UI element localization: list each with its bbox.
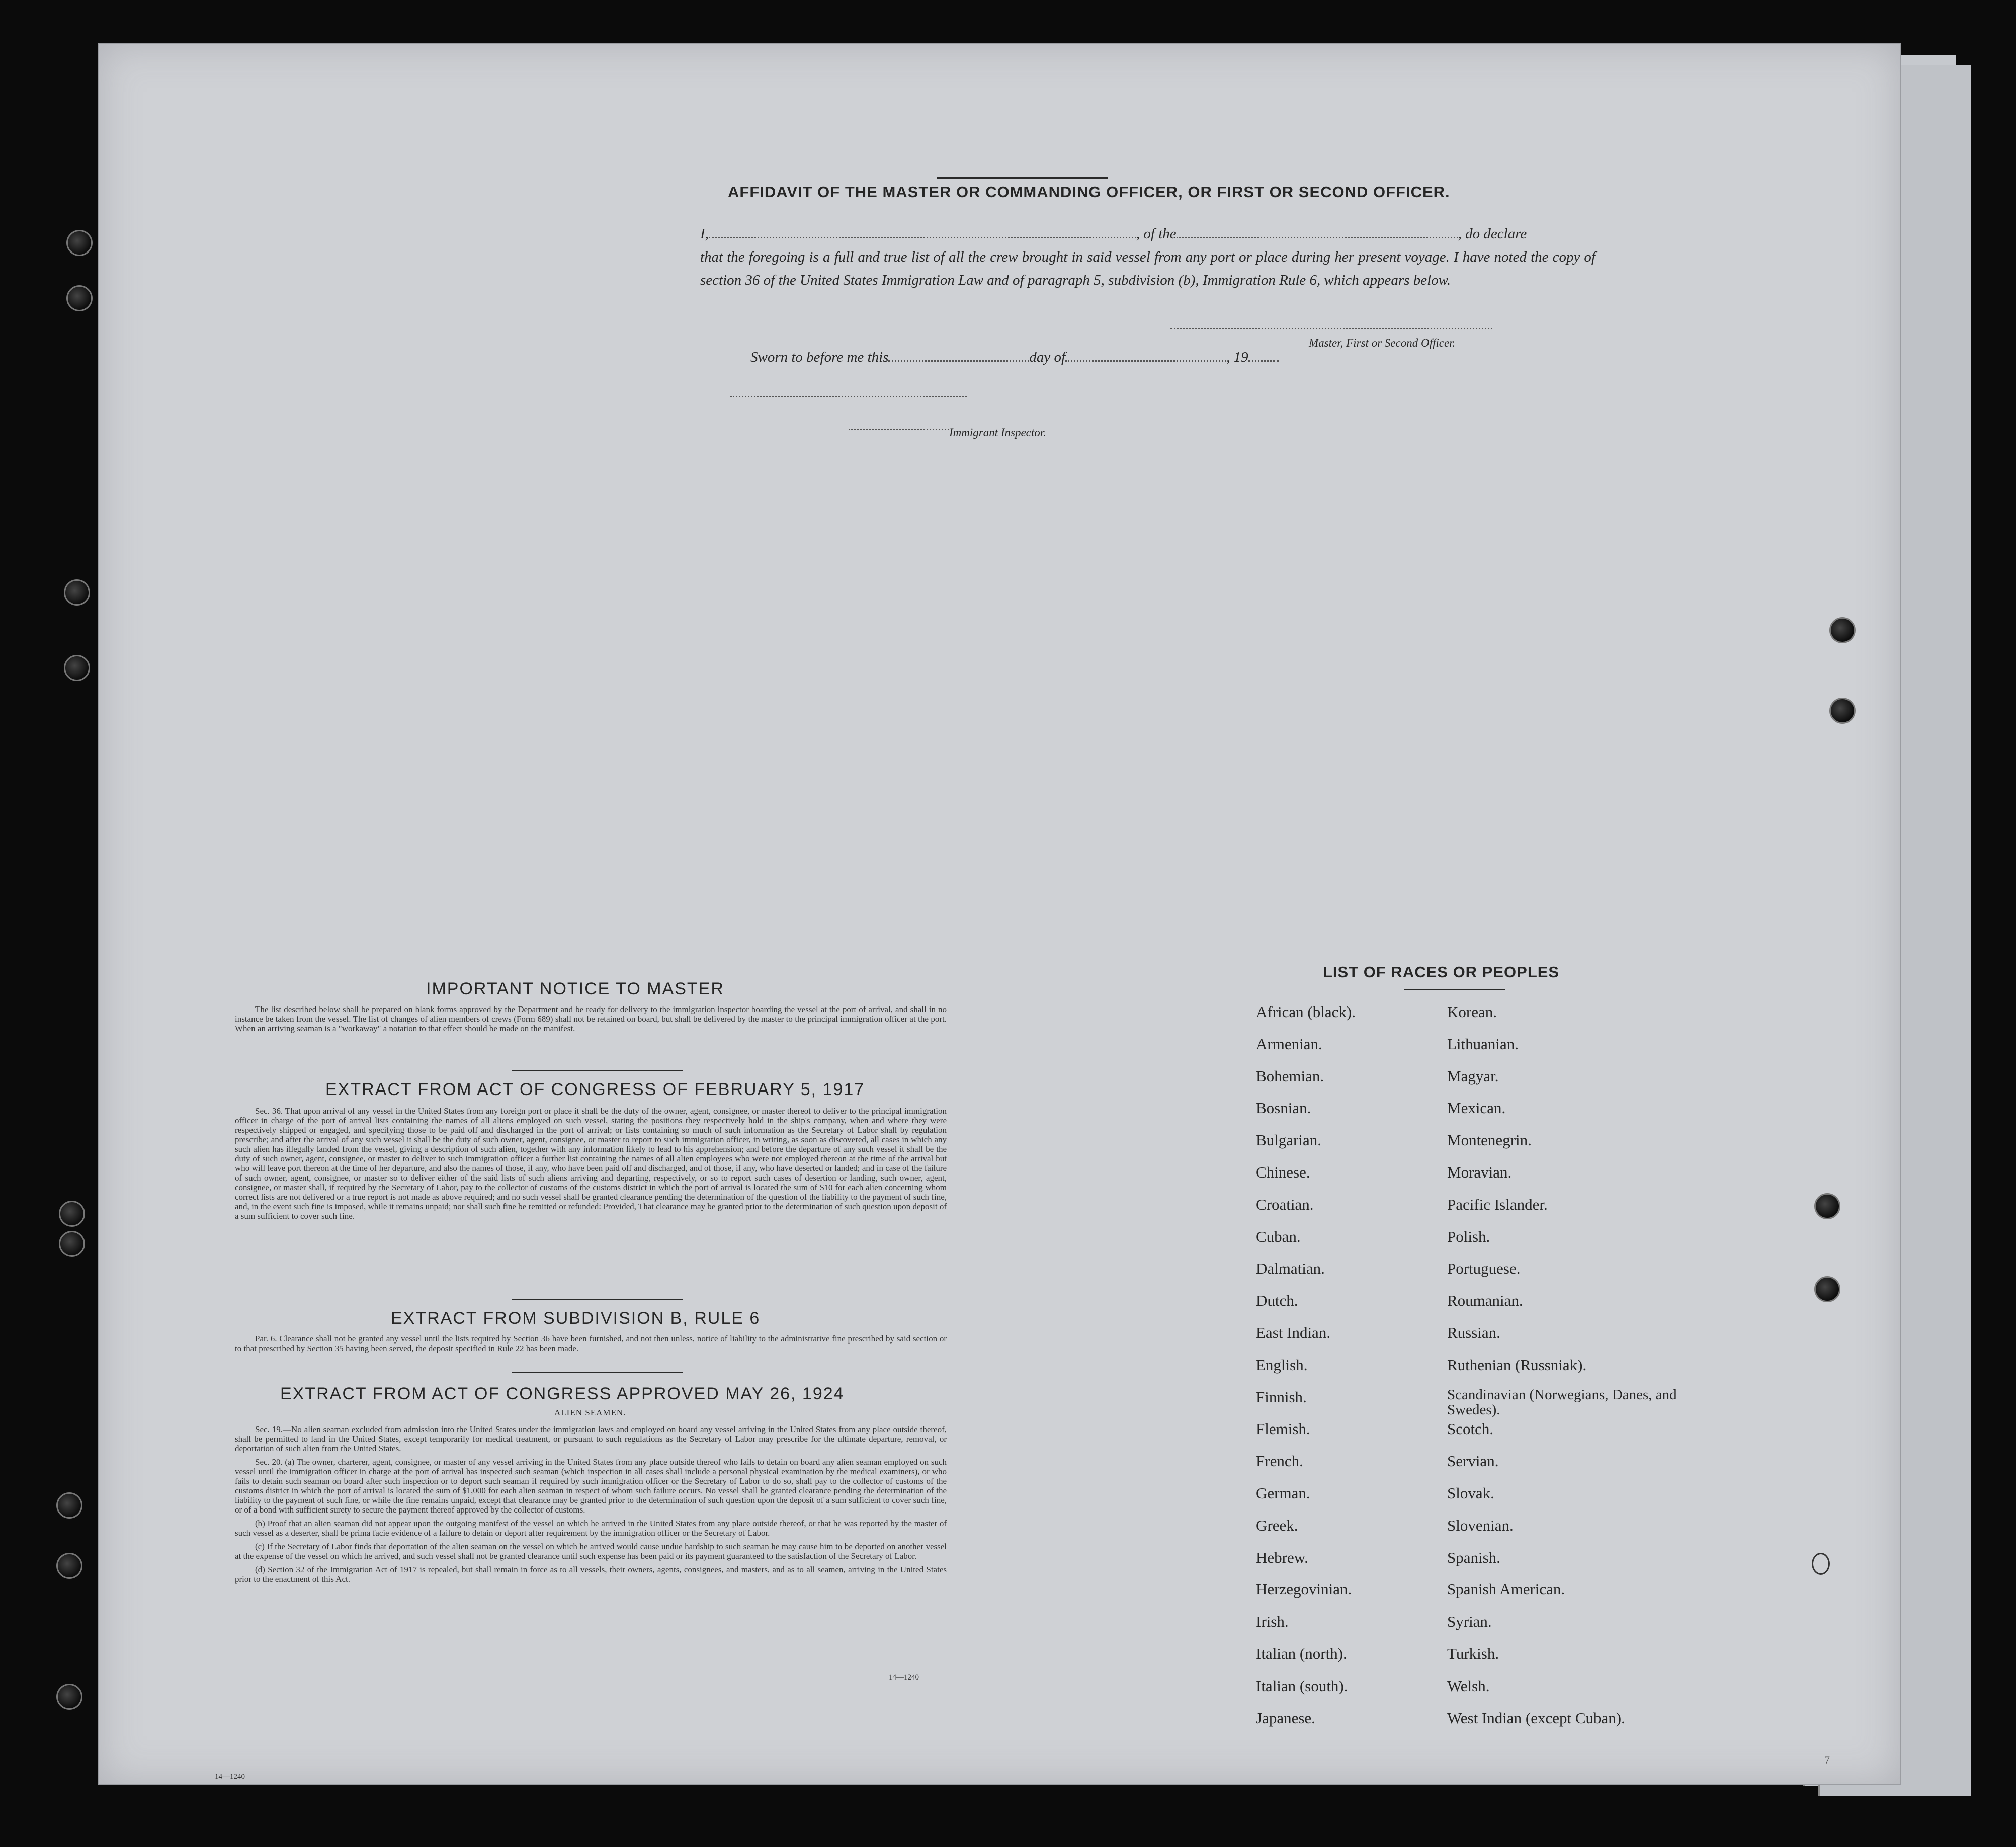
race-item: Chinese.: [1256, 1163, 1310, 1181]
race-item: Armenian.: [1256, 1035, 1322, 1053]
race-item: Russian.: [1447, 1323, 1500, 1341]
notice-text: [235, 1004, 947, 1034]
race-item: Spanish.: [1447, 1548, 1500, 1566]
footer-form-number: 14—1240: [215, 1773, 245, 1781]
race-item: French.: [1256, 1452, 1303, 1470]
race-item: Bosnian.: [1256, 1099, 1311, 1117]
punch-hole: [1814, 1276, 1840, 1302]
races-rule: [1404, 989, 1505, 990]
race-item: Moravian.: [1447, 1163, 1512, 1181]
affidavit-declaration: [700, 222, 1595, 292]
affidavit-i: I,: [700, 226, 709, 242]
punch-hole: [59, 1231, 85, 1257]
extract-1924-paragraph: (b) Proof that an alien seaman did not appear upon the outgoing manifest of the vessel on which he arrived in the United States from any place outside thereof, or that he was reported by the master of such vessel as a deserter, shall be prima facie evidence of a failure to detain or deport after requirement by the immigration officer or the Secretary of Labor.: [235, 1519, 947, 1538]
race-item: Syrian.: [1447, 1613, 1492, 1631]
race-item: Roumanian.: [1447, 1292, 1523, 1310]
affidavit-do-declare: , do declare: [1458, 226, 1527, 242]
race-item: Irish.: [1256, 1613, 1289, 1631]
races-left-column: [1256, 1002, 1427, 1740]
race-item: Dalmatian.: [1256, 1260, 1325, 1278]
extract-1924-subtitle: ALIEN SEAMEN.: [554, 1408, 626, 1417]
month-blank[interactable]: [1065, 360, 1226, 362]
extract-1917-text: [235, 1106, 947, 1222]
year-prefix: , 19: [1226, 349, 1248, 365]
extract-1924-text: [235, 1424, 947, 1585]
name-blank[interactable]: [709, 237, 1136, 238]
race-item: German.: [1256, 1484, 1310, 1502]
inspector-caption: Immigrant Inspector.: [949, 426, 1046, 439]
punch-hole: [66, 230, 93, 256]
race-item: Spanish American.: [1447, 1580, 1565, 1599]
extract-1924-paragraph: Sec. 20. (a) The owner, charterer, agent, consignee, or master of any vessel arriving in the United States from any place outside thereof who fails to detain on board any alien seaman employed on such vessel until the immigration officer in charge at the port of arrival has inspected such seaman (which inspection in all cases shall include a personal physical examination by the medical examiners), or who fails to detain such seaman on board after such inspection or to deport such seaman if required by such immigration officer or the Secretary of Labor to do so, shall pay to the collector of customs of the customs district in which the port of arrival is located the sum of $1,000 for each alien seaman in respect of whom such failure occurs. No vessel shall be granted clearance pending the determination of the liability to the payment of such fine, or while the fine remains unpaid, except that clearance may be granted prior to the determination of such question upon the deposit of a sum sufficient to cover such fine, or of a bond with sufficient surety to secure the payment thereof approved by the collector of customs.: [235, 1457, 947, 1515]
race-item: Greek.: [1256, 1516, 1298, 1534]
punch-hole: [64, 655, 90, 681]
race-item: Japanese.: [1256, 1709, 1315, 1727]
master-signature-line[interactable]: [1170, 328, 1492, 329]
inspector-dots: [849, 429, 949, 430]
race-item: Scandinavian (Norwegians, Danes, and Swedes).: [1447, 1386, 1677, 1418]
race-item: Dutch.: [1256, 1292, 1298, 1310]
race-item: Portuguese.: [1447, 1260, 1521, 1278]
extract-1917-title: EXTRACT FROM ACT OF CONGRESS OF FEBRUARY 5, 1917: [325, 1080, 865, 1099]
race-item: Cuban.: [1256, 1227, 1301, 1245]
race-item: Korean.: [1447, 1003, 1497, 1021]
races-right-column: [1447, 1002, 1699, 1740]
extract-1917-paragraph: Sec. 36. That upon arrival of any vessel in the United States from any foreign port or place it shall be the duty of the owner, agent, consignee, or master thereof to deliver to the principal immigration officer in charge of the port of arrival lists containing the names of all aliens employed on such vessel, stating the positions they respectively hold in the ship's company, when and where they were respectively shipped or engaged, and specifying those to be paid off and discharged in the port of arrival; or lists containing so much of such information as the Secretary of Labor shall by regulation prescribe; and after the arrival of any such vessel it shall be the duty of such owner, agent, consignee, or master to report to such immigration officer, in writing, as soon as discovered, all cases in which any such alien has illegally landed from the vessel, giving a description of such alien, together with any information likely to lead to his apprehension; and before the departure of any such vessel it shall be the duty of such owner, agent, consignee, or master to deliver to such immigration officer a further list containing the names of all alien employees who were not employed thereon at the time of the arrival but who will leave port thereon at the time of her departure, and also the names of those, if any, who have been paid off and discharged, and of those, if any, who have deserted or landed; and in case of the failure of such owner, agent, consignee, or master so to deliver either of the said lists of such aliens arriving and departing, respectively, or so to report such cases of desertion or landing, such owner, agent, consignee, or master shall, if required by the Secretary of Labor, pay to the collector of customs of the customs district in which the port of arrival is located the sum of $10 for each alien concerning whom correct lists are not delivered or a true report is not made as above required; and no such vessel shall be granted clearance pending the determination of the question of the liability to the payment of such fine, and, in the event such fine is imposed, while it remains unpaid; nor shall such fine be remitted or refunded: Provided, That clearance may be granted prior to the determination of such question upon deposit of a sum sufficient to cover such fine.: [235, 1106, 947, 1221]
race-item: Slovak.: [1447, 1484, 1494, 1502]
title-rule: [937, 177, 1108, 179]
day-of-label: day of: [1029, 349, 1066, 365]
punch-hole: [1812, 1553, 1830, 1575]
race-item: English.: [1256, 1356, 1308, 1374]
race-item: Italian (north).: [1256, 1644, 1347, 1662]
race-item: Montenegrin.: [1447, 1131, 1532, 1149]
extract-form-number: 14—1240: [889, 1673, 919, 1682]
inspector-signature-line[interactable]: [730, 396, 967, 397]
master-caption: Master, First or Second Officer.: [1309, 337, 1456, 349]
punch-hole: [1814, 1193, 1840, 1219]
punch-hole: [1829, 698, 1856, 724]
punch-hole: [1829, 617, 1856, 643]
race-item: Ruthenian (Russniak).: [1447, 1356, 1587, 1374]
corner-mark: 7: [1824, 1754, 1830, 1767]
notice-title: IMPORTANT NOTICE TO MASTER: [426, 979, 724, 998]
section-rule: [512, 1299, 683, 1300]
race-item: Bulgarian.: [1256, 1131, 1321, 1149]
vessel-blank[interactable]: [1177, 237, 1458, 238]
extract-rule6-paragraph: Par. 6. Clearance shall not be granted any vessel until the lists required by Section 36 have been furnished, and not then unless, notice of liability to the administrative fine prescribed by said section or to that prescribed by Section 35 having been served, the deposit specified in Rule 22 has been made.: [235, 1334, 947, 1353]
affidavit-title: AFFIDAVIT OF THE MASTER OR COMMANDING OFFICER, OR FIRST OR SECOND OFFICER.: [728, 183, 1450, 201]
affidavit-body: that the foregoing is a full and true list of all the crew brought in said vessel from any port or place during her present voyage. I have noted the copy of section 36 of the United States Immigration Law and of paragraph 5, subdivision (b), Immigration Rule 6, which appears below.: [700, 249, 1595, 288]
sworn-line: [750, 346, 1354, 369]
extract-1924-title: EXTRACT FROM ACT OF CONGRESS APPROVED MAY 26, 1924: [280, 1384, 845, 1403]
race-item: Turkish.: [1447, 1644, 1499, 1662]
section-rule: [512, 1070, 683, 1071]
race-item: Polish.: [1447, 1227, 1490, 1245]
race-item: Slovenian.: [1447, 1516, 1514, 1534]
race-item: Hebrew.: [1256, 1548, 1308, 1566]
punch-hole: [56, 1553, 82, 1579]
race-item: Herzegovinian.: [1256, 1580, 1352, 1599]
race-item: Servian.: [1447, 1452, 1499, 1470]
day-blank[interactable]: [888, 360, 1029, 362]
race-item: Finnish.: [1256, 1388, 1307, 1406]
year-blank[interactable]: [1248, 360, 1279, 362]
race-item: East Indian.: [1256, 1323, 1331, 1341]
race-item: Magyar.: [1447, 1067, 1499, 1085]
punch-hole: [59, 1201, 85, 1227]
section-rule: [512, 1372, 683, 1373]
affidavit-of-the: , of the: [1136, 226, 1177, 242]
document-page: [98, 43, 1901, 1785]
extract-rule6-title: EXTRACT FROM SUBDIVISION B, RULE 6: [391, 1309, 761, 1328]
punch-hole: [66, 285, 93, 311]
sworn-prefix: Sworn to before me this: [750, 349, 889, 365]
race-item: Italian (south).: [1256, 1676, 1348, 1695]
punch-hole: [56, 1492, 82, 1519]
race-item: Welsh.: [1447, 1676, 1490, 1695]
race-item: Lithuanian.: [1447, 1035, 1519, 1053]
race-item: Croatian.: [1256, 1195, 1314, 1213]
punch-hole: [56, 1684, 82, 1710]
race-item: West Indian (except Cuban).: [1447, 1709, 1625, 1727]
extract-rule6-text: [235, 1334, 947, 1354]
races-title: LIST OF RACES OR PEOPLES: [1323, 963, 1560, 981]
race-item: Flemish.: [1256, 1420, 1310, 1438]
extract-1924-paragraph: Sec. 19.—No alien seaman excluded from admission into the United States under the immigration laws and employed on board any vessel arriving in the United States from any place outside thereof, shall be permitted to land in the United States, except temporarily for medical treatment, or pursuant to such regulations as the Secretary of Labor may prescribe for the ultimate departure, removal, or deportation of such alien from the United States.: [235, 1424, 947, 1453]
race-item: Mexican.: [1447, 1099, 1506, 1117]
extract-1924-paragraph: (c) If the Secretary of Labor finds that deportation of the alien seaman on the vessel on which he arrived would cause undue hardship to such seaman he may cause him to be deported on another vessel at the expense of the vessel on which he arrived, and such vessel shall not be granted clearance until such expense has been paid or its payment guaranteed to the satisfaction of the Secretary of Labor.: [235, 1542, 947, 1561]
race-item: Bohemian.: [1256, 1067, 1324, 1085]
race-item: African (black).: [1256, 1003, 1356, 1021]
punch-hole: [64, 579, 90, 606]
extract-1924-paragraph: (d) Section 32 of the Immigration Act of 1917 is repealed, but shall remain in force as to all vessels, their owners, agents, consignees, and masters, and as to all seamen, arriving in the United States prior to the enactment of this Act.: [235, 1565, 947, 1584]
notice-paragraph: The list described below shall be prepared on blank forms approved by the Department and be ready for delivery to the immigration inspector boarding the vessel at the port of arrival, and shall in no instance be taken from the vessel. The list of changes of alien members of crews (Form 689) shall not be retained on board, but shall be delivered by the master to the principal immigration officer at the port. When an arriving seaman is a "workaway" a notation to that effect should be made on the manifest.: [235, 1004, 947, 1033]
race-item: Scotch.: [1447, 1420, 1494, 1438]
race-item: Pacific Islander.: [1447, 1195, 1548, 1213]
